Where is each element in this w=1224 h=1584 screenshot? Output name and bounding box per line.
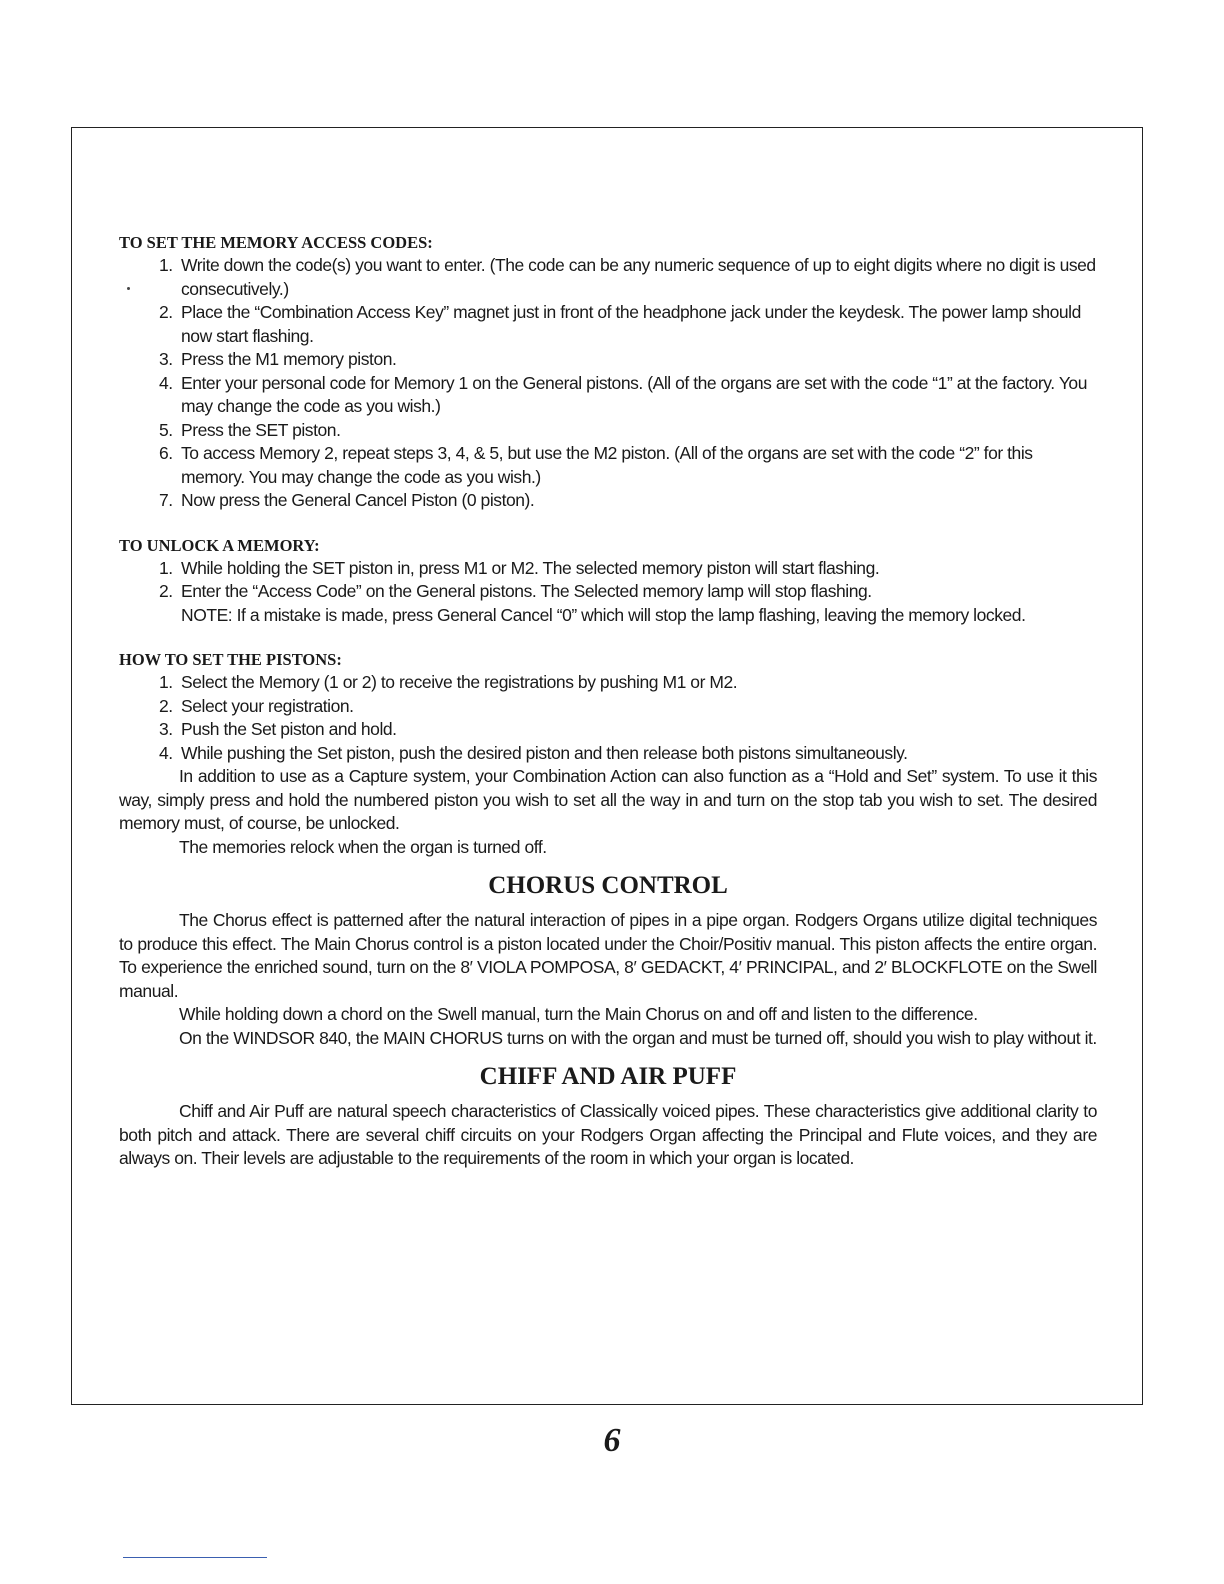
item-number: 7. (159, 490, 173, 510)
item-text: To access Memory 2, repeat steps 3, 4, & 5, but use the M2 piston. (All of the organs are set with the code “2” for this memory. You may change the code as you wish.) (181, 443, 1033, 487)
item-number: 6. (159, 443, 173, 463)
paragraph: On the WINDSOR 840, the MAIN CHORUS turns on with the organ and must be turned off, should you wish to play without it. (179, 1027, 1097, 1048)
page-content (119, 232, 1097, 1193)
paragraph: The Chorus effect is patterned after the natural interaction of pipes in a pipe organ. Rodgers Organs utilize digital techniques to produce this effect. The Main Chorus control is a piston located under the Choir/Positiv manual. This piston affects the entire organ. To experience the enriched sound, turn on the 8′ VIOLA POMPOSA, 8′ GEDACKT, 4′ PRINCIPAL, and 2′ BLOCKFLOTE on the Swell manual. (119, 910, 1097, 1001)
item-number: 2. (159, 581, 173, 601)
item-text: Place the “Combination Access Key” magnet just in front of the headphone jack under the keydesk. The power lamp should now start flashing. (181, 302, 1081, 346)
list-item (119, 254, 1097, 301)
item-number: 3. (159, 719, 173, 739)
item-text: Press the M1 memory piston. (181, 349, 397, 369)
item-text: Select the Memory (1 or 2) to receive the registrations by pushing M1 or M2. (181, 672, 738, 692)
item-number: 4. (159, 372, 173, 393)
steps-list (119, 557, 1097, 604)
page-number: 6 (603, 1422, 621, 1459)
item-text: Enter your personal code for Memory 1 on the General pistons. (All of the organs are set with the code “1” at the factory. You may change the code as you wish.) (181, 372, 1087, 416)
steps-list (119, 671, 1097, 765)
item-text: While holding the SET piston in, press M1 or M2. The selected memory piston will start flashing. (181, 557, 880, 578)
list-item (119, 442, 1097, 489)
section-set-codes (119, 232, 1097, 513)
paragraph: The memories relock when the organ is turned off. (179, 836, 547, 857)
list-item (119, 671, 1097, 695)
item-text: Now press the General Cancel Piston (0 piston). (181, 490, 535, 510)
section-title: CHIFF AND AIR PUFF (479, 1063, 737, 1090)
item-text: Enter the “Access Code” on the General pistons. The Selected memory lamp will stop flashing. (181, 581, 872, 601)
list-item (119, 742, 1097, 766)
item-number: 4. (159, 742, 173, 763)
item-number: 1. (159, 672, 173, 692)
item-number: 1. (159, 557, 173, 578)
section-heading: TO SET THE MEMORY ACCESS CODES: (119, 233, 433, 252)
steps-list (119, 254, 1097, 513)
footer-rule (123, 1557, 267, 1558)
section-title: CHORUS CONTROL (488, 872, 728, 899)
section-unlock (119, 535, 1097, 628)
list-item (119, 489, 1097, 513)
item-text: Select your registration. (181, 695, 354, 716)
item-number: 3. (159, 349, 173, 369)
list-item (119, 718, 1097, 742)
item-text: Write down the code(s) you want to enter. (The code can be any numeric sequence of up to eight digits where no digit is used consecutively.) (181, 255, 1096, 299)
list-item (119, 348, 1097, 372)
paragraph: While holding down a chord on the Swell manual, turn the Main Chorus on and off and listen to the difference. (179, 1004, 978, 1024)
item-number: 1. (159, 255, 173, 275)
section-chiff (119, 1062, 1097, 1171)
paragraph: In addition to use as a Capture system, your Combination Action can also function as a “Hold and Set” system. To use it this way, simply press and hold the numbered piston you wish to set all the way in and turn on the stop tab you wish to set. The desired memory must, of course, be unlocked. (119, 766, 1097, 833)
section-chorus (119, 871, 1097, 1050)
list-item (119, 695, 1097, 719)
item-text: Press the SET piston. (181, 419, 341, 440)
section-set-pistons (119, 649, 1097, 859)
section-heading: HOW TO SET THE PISTONS: (119, 650, 342, 669)
item-number: 2. (159, 302, 173, 322)
list-item (119, 557, 1097, 581)
note-text: NOTE: If a mistake is made, press General Cancel “0” which will stop the lamp flashing, leaving the memory locked. (181, 604, 1026, 625)
item-text: While pushing the Set piston, push the desired piston and then release both pistons simultaneously. (181, 742, 908, 763)
list-item (119, 580, 1097, 604)
item-text: Push the Set piston and hold. (181, 719, 397, 739)
list-item (119, 419, 1097, 443)
list-item (119, 372, 1097, 419)
item-number: 5. (159, 419, 173, 440)
item-number: 2. (159, 695, 173, 716)
section-heading: TO UNLOCK A MEMORY: (119, 535, 320, 555)
paragraph: Chiff and Air Puff are natural speech characteristics of Classically voiced pipes. These characteristics give additional clarity to both pitch and attack. There are several chiff circuits on your Rodgers Organ affecting the Principal and Flute voices, and they are always on. Their levels are adjustable to the requirements of the room in which your organ is located. (119, 1101, 1097, 1168)
list-item (119, 301, 1097, 348)
